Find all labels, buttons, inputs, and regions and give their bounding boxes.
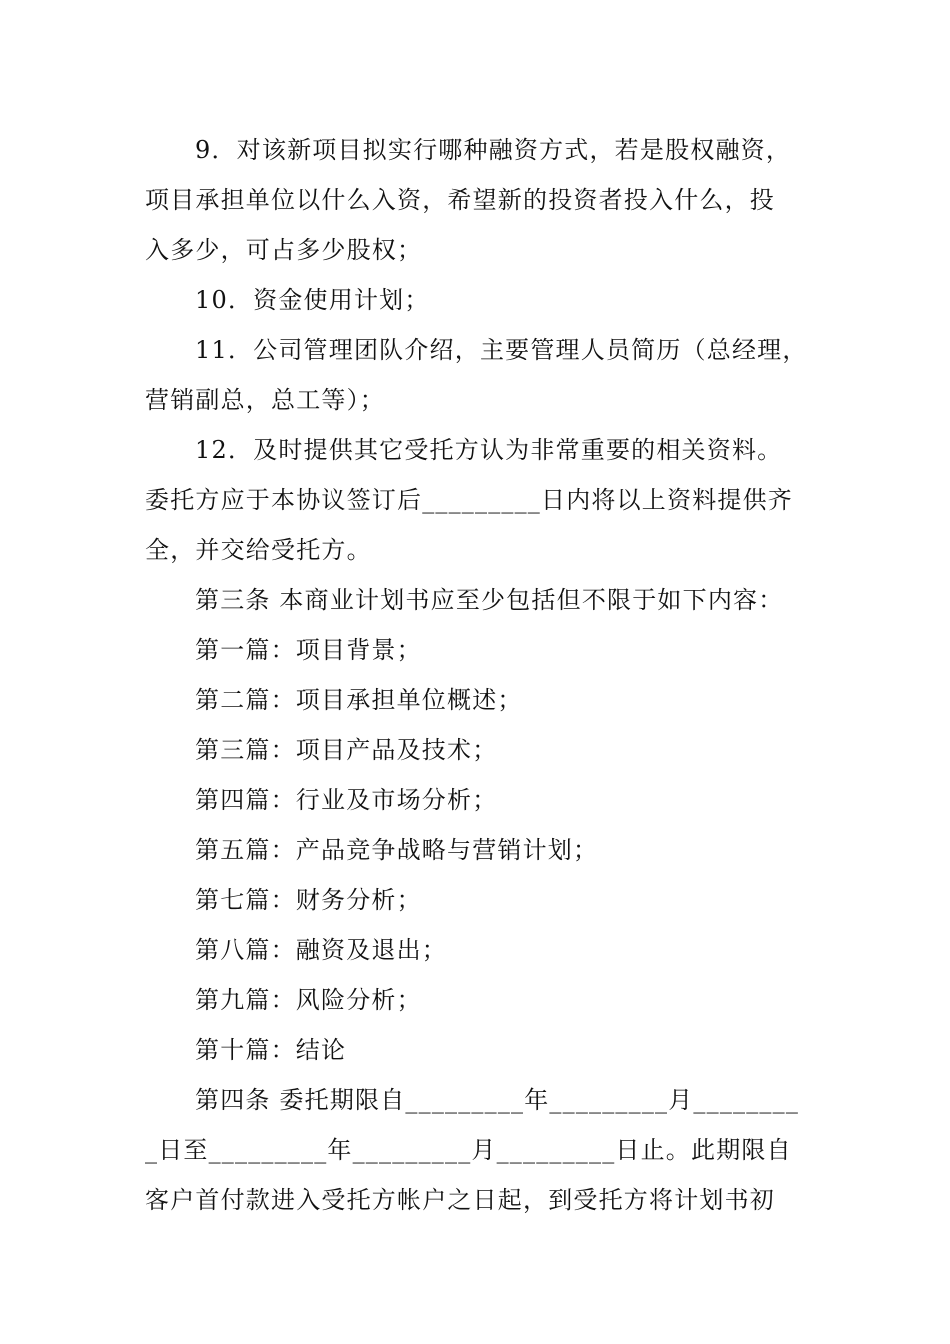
list-item: 第四篇：行业及市场分析； bbox=[195, 786, 498, 814]
paragraph-line: 10．资金使用计划； bbox=[195, 286, 430, 314]
paragraph-line: 全，并交给受托方。 bbox=[145, 536, 372, 564]
paragraph-line: 客户首付款进入受托方帐户之日起，到受托方将计划书初 bbox=[145, 1186, 775, 1214]
document-body bbox=[145, 125, 810, 1225]
article-heading: 第三条 本商业计划书应至少包括但不限于如下内容： bbox=[195, 586, 784, 614]
list-item: 第五篇：产品竞争战略与营销计划； bbox=[195, 836, 599, 864]
paragraph-line: 12．及时提供其它受托方认为非常重要的相关资料。 bbox=[195, 436, 783, 464]
list-item: 第一篇：项目背景； bbox=[195, 636, 422, 664]
list-item: 第九篇：风险分析； bbox=[195, 986, 422, 1014]
list-item: 第八篇：融资及退出； bbox=[195, 936, 447, 964]
list-item: 第二篇：项目承担单位概述； bbox=[195, 686, 523, 714]
paragraph-line: 委托方应于本协议签订后_________日内将以上资料提供齐 bbox=[145, 486, 793, 514]
list-item: 第十篇：结论 bbox=[195, 1036, 347, 1064]
paragraph-line: 营销副总，总工等）； bbox=[145, 386, 385, 414]
list-item: 第三篇：项目产品及技术； bbox=[195, 736, 498, 764]
article-heading: 第四条 委托期限自_________年_________月________ bbox=[195, 1086, 800, 1114]
paragraph-line: 11．公司管理团队介绍，主要管理人员简历（总经理， bbox=[195, 336, 808, 364]
paragraph-line: _日至_________年_________月_________日止。此期限自 bbox=[145, 1136, 792, 1164]
paragraph-line: 入多少，可占多少股权； bbox=[145, 236, 423, 264]
list-item: 第七篇：财务分析； bbox=[195, 886, 422, 914]
paragraph-line: 9．对该新项目拟实行哪种融资方式，若是股权融资， bbox=[195, 136, 792, 164]
paragraph-line: 项目承担单位以什么入资，希望新的投资者投入什么，投 bbox=[145, 186, 775, 214]
